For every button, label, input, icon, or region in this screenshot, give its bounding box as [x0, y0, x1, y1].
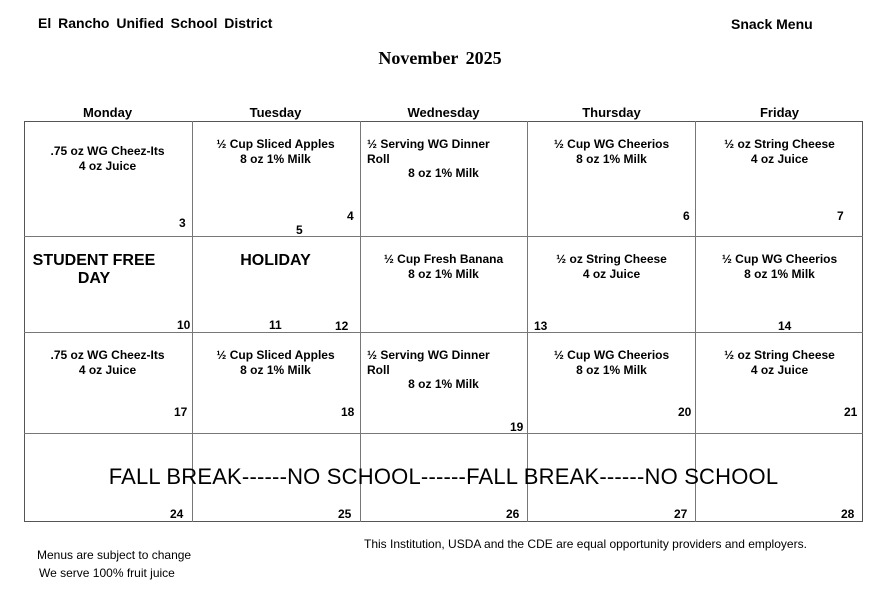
- menu-item: ½ oz String Cheese: [724, 137, 835, 151]
- menu-cell-week2-friday: [696, 252, 863, 281]
- date-number: 24: [170, 507, 184, 521]
- menu-item: ½ Cup Sliced Apples: [216, 348, 335, 362]
- column-divider: [695, 121, 696, 522]
- menu-cell-week1-monday: [24, 144, 191, 173]
- menu-cell-week2-tuesday: [192, 252, 359, 270]
- date-number: 14: [778, 319, 792, 333]
- menu-cell-week3-tuesday: [192, 348, 359, 377]
- date-number: 19: [510, 420, 524, 434]
- menu-cell-week3-monday: [24, 348, 191, 377]
- date-number: 21: [844, 405, 858, 419]
- date-number: 25: [338, 507, 352, 521]
- menu-cell-week1-wednesday: [367, 137, 522, 181]
- menu-item: ½ Cup WG Cheerios: [721, 252, 838, 266]
- date-number: 4: [347, 209, 354, 223]
- date-number: 27: [674, 507, 688, 521]
- event-label: HOLIDAY: [240, 252, 311, 269]
- menu-cell-week1-thursday: [528, 137, 695, 166]
- row-divider: [24, 433, 863, 434]
- date-number: 5: [296, 223, 303, 237]
- menu-item: 4 oz Juice: [750, 362, 809, 377]
- menu-item: ½ Cup Fresh Banana: [383, 252, 504, 266]
- date-number: 6: [683, 209, 690, 223]
- menu-item: ½ oz String Cheese: [556, 252, 667, 266]
- menu-cell-week1-friday: [696, 137, 863, 166]
- date-number: 10: [177, 318, 191, 332]
- menu-item: ½ Cup WG Cheerios: [553, 348, 670, 362]
- date-number: 3: [179, 216, 186, 230]
- date-number: 26: [506, 507, 520, 521]
- menu-item: 4 oz Juice: [78, 158, 137, 173]
- footer-note-menus: Menus are subject to change: [37, 548, 192, 562]
- menu-cell-week3-wednesday: [367, 348, 522, 392]
- row-divider: [24, 236, 863, 237]
- row-divider: [24, 332, 863, 333]
- menu-item: 4 oz Juice: [582, 266, 641, 281]
- day-header-tuesday: Tuesday: [249, 105, 302, 120]
- menu-title: Snack Menu: [731, 16, 813, 32]
- menu-item: ½ Serving WG Dinner: [367, 137, 490, 151]
- menu-item: 8 oz 1% Milk: [240, 362, 311, 377]
- menu-item: ½ Serving WG Dinner: [367, 348, 490, 362]
- menu-item: Roll: [367, 151, 390, 166]
- day-header-monday: Monday: [82, 105, 133, 120]
- menu-item: 4 oz Juice: [750, 151, 809, 166]
- date-number: 11: [269, 318, 282, 332]
- menu-cell-week1-tuesday: [192, 137, 359, 166]
- menu-item: .75 oz WG Cheez-Its: [50, 144, 165, 158]
- nondiscrimination-statement: This Institution, USDA and the CDE are equal opportunity providers and employers.: [364, 537, 807, 551]
- menu-item: 8 oz 1% Milk: [240, 151, 311, 166]
- menu-cell-week2-monday: [24, 252, 164, 288]
- menu-item: .75 oz WG Cheez-Its: [50, 348, 165, 362]
- menu-item: 8 oz 1% Milk: [408, 266, 479, 281]
- date-number: 17: [174, 405, 188, 419]
- menu-item: 8 oz 1% Milk: [408, 377, 479, 391]
- menu-item: ½ Cup Sliced Apples: [216, 137, 335, 151]
- event-label: STUDENT FREE: [32, 252, 156, 269]
- menu-item: 8 oz 1% Milk: [744, 266, 815, 281]
- event-label: DAY: [77, 270, 111, 287]
- day-header-friday: Friday: [759, 105, 799, 120]
- menu-item: Roll: [367, 362, 390, 377]
- month-title: November 2025: [378, 48, 502, 68]
- day-header-wednesday: Wednesday: [407, 105, 480, 120]
- column-divider: [360, 121, 361, 522]
- menu-item: 8 oz 1% Milk: [408, 166, 479, 180]
- menu-item: 8 oz 1% Milk: [576, 362, 647, 377]
- date-number: 28: [841, 507, 855, 521]
- day-header-thursday: Thursday: [582, 105, 641, 120]
- fall-break-banner: FALL BREAK------NO SCHOOL------FALL BREAK------NO SCHOOL: [108, 464, 779, 489]
- date-number: 12: [335, 319, 349, 333]
- menu-item: ½ Cup WG Cheerios: [553, 137, 670, 151]
- column-divider: [527, 121, 528, 522]
- menu-cell-week2-thursday: [528, 252, 695, 281]
- column-divider: [192, 121, 193, 522]
- menu-item: ½ oz String Cheese: [724, 348, 835, 362]
- menu-item: 8 oz 1% Milk: [576, 151, 647, 166]
- menu-cell-week2-wednesday: [360, 252, 527, 281]
- date-number: 13: [534, 319, 548, 333]
- date-number: 18: [341, 405, 355, 419]
- district-name: El Rancho Unified School District: [38, 15, 273, 31]
- footer-note-juice: We serve 100% fruit juice: [39, 566, 175, 580]
- menu-cell-week3-thursday: [528, 348, 695, 377]
- menu-cell-week3-friday: [696, 348, 863, 377]
- date-number: 20: [678, 405, 692, 419]
- menu-item: 4 oz Juice: [78, 362, 137, 377]
- date-number: 7: [837, 209, 844, 223]
- calendar-grid: [24, 121, 863, 522]
